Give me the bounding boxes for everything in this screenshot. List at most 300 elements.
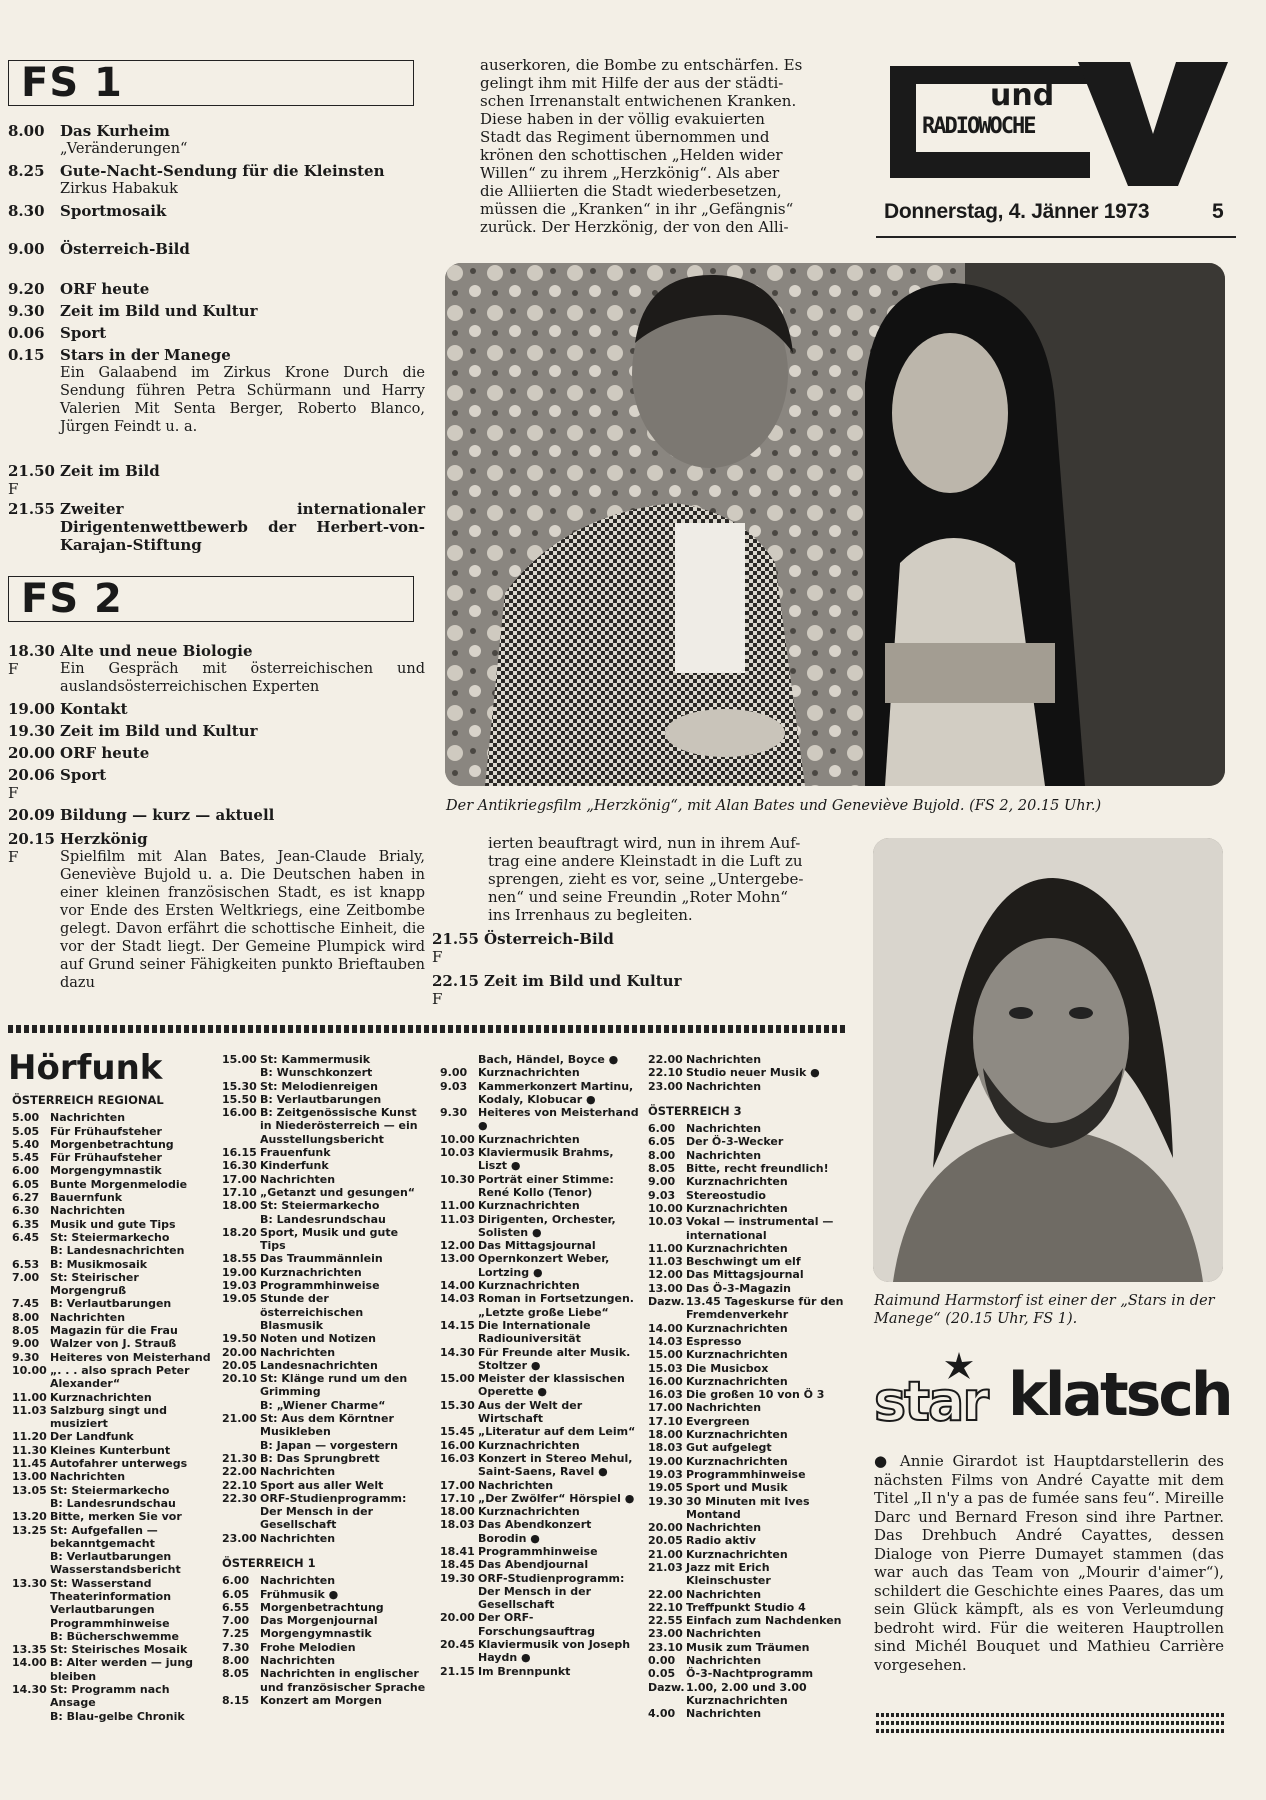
hoerfunk-time: 17.00 (440, 1478, 475, 1492)
hoerfunk-time: 11.00 (648, 1241, 683, 1255)
hoerfunk-time: 20.05 (222, 1358, 257, 1372)
hoerfunk-program: Bitte, recht freundlich! (686, 1162, 829, 1176)
hoerfunk-row (440, 1611, 640, 1638)
hoerfunk-program: Heiteres von Meisterhand ● (478, 1106, 639, 1133)
hoerfunk-row (12, 1191, 217, 1204)
hoerfunk-row (222, 1346, 427, 1359)
hoerfunk-program: Sport und Musik (686, 1481, 788, 1495)
hoerfunk-row (12, 1577, 217, 1643)
hoerfunk-program: Musik und gute Tips (50, 1217, 176, 1231)
hoerfunk-time: 13.25 (12, 1523, 47, 1537)
logo-star: star (874, 1370, 988, 1433)
fs1-program-time: 0.06 (8, 324, 45, 342)
hoerfunk-time: 16.15 (222, 1146, 257, 1160)
fs2-late-program (432, 930, 852, 966)
hoerfunk-program: Nachrichten (50, 1111, 126, 1125)
hoerfunk-time: 7.00 (12, 1270, 40, 1284)
hoerfunk-time: 6.45 (12, 1230, 40, 1244)
hoerfunk-row (12, 1430, 217, 1443)
hoerfunk-row (12, 1231, 217, 1258)
fs2-program-time: 20.06 (8, 766, 55, 784)
hoerfunk-row (222, 1614, 427, 1627)
fs1-program (8, 280, 423, 298)
fs2-program-desc: Ein Gespräch mit österreichischen und auslandsösterreichischen Experten (60, 661, 425, 695)
hoerfunk-row (222, 1266, 427, 1279)
logo-und: und (990, 78, 1055, 113)
logo-t-foot (890, 152, 1090, 178)
hoerfunk-row (222, 1199, 427, 1226)
fs1-program (8, 202, 423, 220)
hoerfunk-row (222, 1053, 427, 1080)
hoerfunk-row (648, 1215, 848, 1242)
hoerfunk-time: 7.00 (222, 1614, 250, 1628)
fs1-program (8, 324, 423, 342)
hoerfunk-row (648, 1561, 848, 1588)
starklatsch-logo (874, 1352, 1231, 1436)
hoerfunk-row (648, 1521, 848, 1534)
fs1-program-title: Gute-Nacht-Sendung für die Kleinsten (60, 162, 385, 180)
hoerfunk-time: 6.05 (12, 1177, 40, 1191)
footer-dots-1 (876, 1713, 1226, 1717)
hoerfunk-time: 5.45 (12, 1151, 40, 1165)
hoerfunk-time: 18.03 (440, 1518, 475, 1532)
hoerfunk-time: 6.30 (12, 1204, 40, 1218)
fs2-program-mark: F (8, 848, 19, 866)
hoerfunk-time: 18.45 (440, 1558, 475, 1572)
hoerfunk-row (222, 1601, 427, 1614)
hoerfunk-time: 21.15 (440, 1664, 475, 1678)
hoerfunk-row (12, 1656, 217, 1683)
fs2-program-title: Sport (60, 766, 107, 784)
hoerfunk-time: 8.05 (222, 1667, 250, 1681)
hoerfunk-program: Dirigenten, Orchester, Solisten ● (478, 1212, 616, 1239)
section-separator (8, 1025, 848, 1033)
hoerfunk-program: St: Aufgefallen — bekanntgemacht B: Verlautbarungen Wasserstandsbericht (50, 1523, 181, 1577)
fs1-program (8, 462, 423, 498)
hoerfunk-heading-regional: ÖSTERREICH REGIONAL (12, 1093, 164, 1107)
hoerfunk-time: 15.30 (222, 1079, 257, 1093)
hoerfunk-program: Für Frühaufsteher (50, 1151, 162, 1165)
hoerfunk-row (222, 1694, 427, 1707)
hoerfunk-program: Espresso (686, 1334, 742, 1348)
hoerfunk-row (648, 1362, 848, 1375)
hoerfunk-time: 0.00 (648, 1654, 676, 1668)
hoerfunk-time: 9.00 (648, 1175, 676, 1189)
hoerfunk-program: Ö-3-Nachtprogramm (686, 1667, 814, 1681)
hoerfunk-time: 9.00 (440, 1066, 468, 1080)
hoerfunk-time: 13.00 (648, 1281, 683, 1295)
fs2-program (8, 722, 423, 740)
hoerfunk-row (440, 1492, 640, 1505)
hoerfunk-time: 9.30 (12, 1350, 40, 1364)
hoerfunk-row (648, 1282, 848, 1295)
fs1-program-time: 8.25 (8, 162, 45, 180)
hoerfunk-time: 17.10 (648, 1414, 683, 1428)
hoerfunk-time: 22.10 (222, 1478, 257, 1492)
hoerfunk-program: Meister der klassischen Operette ● (478, 1372, 625, 1399)
hoerfunk-program: Frauenfunk (260, 1146, 331, 1160)
footer-dots-3 (876, 1729, 1226, 1733)
hoerfunk-program: Nachrichten (686, 1122, 762, 1136)
hoerfunk-row (12, 1643, 217, 1656)
hoerfunk-time: 20.00 (440, 1611, 475, 1625)
hoerfunk-time: 6.53 (12, 1257, 40, 1271)
hoerfunk-row (648, 1654, 848, 1667)
hoerfunk-program: Nachrichten (50, 1470, 126, 1484)
hoerfunk-program: St: Kammermusik B: Wunschkonzert (260, 1053, 373, 1080)
hoerfunk-row (440, 1665, 640, 1678)
hoerfunk-time: 22.00 (222, 1465, 257, 1479)
hoerfunk-row (12, 1138, 217, 1151)
hoerfunk-row (648, 1322, 848, 1335)
hoerfunk-program: B: Musikmosaik (50, 1257, 148, 1271)
masthead-logo (880, 58, 1230, 188)
hoerfunk-time: 9.03 (440, 1079, 468, 1093)
hoerfunk-row (440, 1066, 640, 1079)
hoerfunk-row (222, 1292, 427, 1332)
hoerfunk-row (648, 1066, 848, 1079)
hoerfunk-row (440, 1213, 640, 1240)
hoerfunk-program: Nachrichten (686, 1654, 762, 1668)
hoerfunk-time: 6.00 (12, 1164, 40, 1178)
hoerfunk-program: Nachrichten (686, 1401, 762, 1415)
fs1-program-title: ORF heute (60, 280, 150, 298)
hoerfunk-program: Im Brennpunkt (478, 1664, 571, 1678)
hoerfunk-program: Aus der Welt der Wirtschaft (478, 1398, 583, 1426)
hoerfunk-time: 13.05 (12, 1483, 47, 1497)
hoerfunk-row (12, 1178, 217, 1191)
photo-harmstorf-image (873, 838, 1223, 1282)
issue-date: Donnerstag, 4. Jänner 1973 (884, 200, 1150, 223)
hoerfunk-time: 23.00 (222, 1531, 257, 1545)
hoerfunk-program: Kurznachrichten (686, 1241, 788, 1255)
fs1-title: FS 1 (21, 60, 123, 106)
hoerfunk-program: Opernkonzert Weber, Lortzing ● (478, 1252, 610, 1279)
hoerfunk-program: Die Internationale Radiouniversität (478, 1318, 591, 1346)
hoerfunk-row (222, 1106, 427, 1146)
hoerfunk-title: Hörfunk (8, 1048, 163, 1088)
hoerfunk-row (12, 1351, 217, 1364)
hoerfunk-program: Kurznachrichten (478, 1505, 580, 1519)
fs2-program-time: 19.00 (8, 700, 55, 718)
hoerfunk-program: Jazz mit Erich Kleinschuster (686, 1560, 771, 1588)
hoerfunk-row (648, 1481, 848, 1494)
fs2-title: FS 2 (21, 576, 123, 622)
hoerfunk-program: St: Steiermarkecho B: Landesrundschau (260, 1199, 386, 1226)
hoerfunk-time: 11.00 (440, 1199, 475, 1213)
hoerfunk-time: 11.03 (12, 1403, 47, 1417)
hoerfunk-program: Kurznachrichten (50, 1390, 152, 1404)
hoerfunk-row (440, 1146, 640, 1173)
hoerfunk-row (648, 1122, 848, 1135)
hoerfunk-program: B: Das Sprungbrett (260, 1451, 380, 1465)
hoerfunk-program: Das Traummännlein (260, 1252, 383, 1266)
fs1-program (8, 162, 423, 198)
fs2-late-mark: F (432, 948, 443, 966)
hoerfunk-program: Gut aufgelegt (686, 1441, 772, 1455)
hoerfunk-program: Nachrichten (260, 1465, 336, 1479)
hoerfunk-time: 20.45 (440, 1638, 475, 1652)
hoerfunk-time: 21.03 (648, 1560, 683, 1574)
fs2-late-title: Österreich-Bild (484, 930, 614, 948)
fs2-program-title: ORF heute (60, 744, 150, 762)
hoerfunk-row (12, 1271, 217, 1298)
hoerfunk-row (222, 1492, 427, 1532)
hoerfunk-program: Klaviermusik von Joseph Haydn ● (478, 1638, 631, 1665)
hoerfunk-time: 8.05 (12, 1324, 40, 1338)
photo-harmstorf (873, 838, 1223, 1282)
hoerfunk-row (12, 1683, 217, 1723)
hoerfunk-time: 14.03 (648, 1334, 683, 1348)
fs2-program-title: Zeit im Bild und Kultur (60, 722, 258, 740)
hoerfunk-row (648, 1175, 848, 1188)
hoerfunk-time: 14.03 (440, 1292, 475, 1306)
hoerfunk-time: 18.00 (440, 1505, 475, 1519)
fs1-program (8, 346, 423, 454)
hoerfunk-program: Kurznachrichten (478, 1199, 580, 1213)
hoerfunk-time: 16.00 (222, 1106, 257, 1120)
hoerfunk-program: St: Steiermarkecho B: Landesrundschau (50, 1483, 176, 1510)
hoerfunk-program: Salzburg singt und musiziert (50, 1403, 167, 1431)
hoerfunk-row (222, 1332, 427, 1345)
hoerfunk-time: 14.15 (440, 1318, 475, 1332)
hoerfunk-time: 22.00 (648, 1053, 683, 1066)
fs2-program-time: 20.00 (8, 744, 55, 762)
fs2-program-time: 20.09 (8, 806, 55, 824)
hoerfunk-time: 11.20 (12, 1430, 47, 1444)
hoerfunk-program: St: Steiermarkecho B: Landesnachrichten (50, 1230, 185, 1258)
hoerfunk-row (440, 1518, 640, 1545)
fs1-program-desc: Ein Galaabend im Zirkus Krone Durch die Sendung führen Petra Schürmann und Harry Valerien Mit Senta Berger, Roberto Blanco, Jürgen Feindt u. a. (60, 365, 425, 435)
hoerfunk-time: 11.45 (12, 1457, 47, 1471)
hoerfunk-time: 8.00 (12, 1310, 40, 1324)
hoerfunk-row (648, 1202, 848, 1215)
hoerfunk-row (648, 1495, 848, 1522)
hoerfunk-program: Nachrichten (686, 1521, 762, 1535)
hoerfunk-row (648, 1681, 848, 1708)
hoerfunk-program: „. . . also sprach Peter Alexander“ (50, 1363, 190, 1391)
fs2-program (8, 642, 423, 696)
fs2-program-time: 20.15 (8, 830, 55, 848)
fs2-late-time: 22.15 (432, 972, 479, 990)
hoerfunk-row (12, 1125, 217, 1138)
hoerfunk-time: 11.30 (12, 1443, 47, 1457)
hoerfunk-program: Klaviermusik Brahms, Liszt ● (478, 1146, 614, 1173)
hoerfunk-program: Konzert am Morgen (260, 1693, 382, 1707)
fs1-program-title: Stars in der Manege (60, 346, 231, 364)
hoerfunk-time: 6.27 (12, 1191, 40, 1205)
hoerfunk-program: Nachrichten (260, 1654, 336, 1668)
hoerfunk-program: Kurznachrichten (260, 1265, 362, 1279)
hoerfunk-program: Roman in Fortsetzungen. „Letzte große Liebe“ (478, 1292, 634, 1319)
hoerfunk-program: Nachrichten (50, 1204, 126, 1218)
hoerfunk-row (440, 1558, 640, 1571)
hoerfunk-program: Landesnachrichten (260, 1358, 378, 1372)
hoerfunk-row (440, 1053, 640, 1066)
hoerfunk-program: Morgenbetrachtung (50, 1137, 174, 1151)
hoerfunk-time: 5.05 (12, 1124, 40, 1138)
hoerfunk-time: 7.30 (222, 1640, 250, 1654)
hoerfunk-program: Bach, Händel, Boyce ● (478, 1053, 619, 1066)
hoerfunk-time: 19.30 (440, 1571, 475, 1585)
hoerfunk-row (12, 1404, 217, 1431)
hoerfunk-row (12, 1364, 217, 1391)
hoerfunk-program: St: Wasserstand Theaterinformation Verlautbarungen Programmhinweise B: Bücherschwemme (50, 1576, 179, 1643)
hoerfunk-program: Kammerkonzert Martinu, Kodaly, Klobucar ● (478, 1079, 634, 1106)
hoerfunk-row (440, 1133, 640, 1146)
fs1-banner (8, 60, 414, 106)
hoerfunk-row (12, 1524, 217, 1577)
hoerfunk-row (440, 1479, 640, 1492)
photo-herzkoenig-image (445, 263, 1225, 786)
logo-v-shape (1078, 62, 1228, 186)
hoerfunk-row (12, 1510, 217, 1523)
hoerfunk-row (440, 1199, 640, 1212)
hoerfunk-time: 6.05 (222, 1587, 250, 1601)
hoerfunk-row (12, 1204, 217, 1217)
hoerfunk-program: Frühmusik ● (260, 1587, 339, 1601)
hoerfunk-program: Für Freunde alter Musik. Stoltzer ● (478, 1345, 631, 1372)
hoerfunk-time: Dazw. (648, 1295, 685, 1309)
hoerfunk-program: Kinderfunk (260, 1159, 329, 1173)
hoerfunk-row (648, 1268, 848, 1281)
hoerfunk-program: Der Landfunk (50, 1430, 134, 1444)
hoerfunk-program: Kleines Kunterbunt (50, 1443, 171, 1457)
fs1-program-title: Zweiter internationaler Dirigentenwettbewerb der Herbert-von-Karajan-Stiftung (60, 500, 425, 554)
hoerfunk-program: Nachrichten (260, 1345, 336, 1359)
hoerfunk-time: 16.00 (440, 1438, 475, 1452)
hoerfunk-row (440, 1292, 640, 1319)
hoerfunk-program: Nachrichten (50, 1310, 126, 1324)
hoerfunk-time: 10.00 (648, 1201, 683, 1215)
hoerfunk-row (648, 1601, 848, 1614)
fs1-program-time: 9.00 (8, 240, 45, 258)
hoerfunk-time: Dazw. (648, 1680, 685, 1694)
hoerfunk-program: Das Ö-3-Magazin (686, 1281, 791, 1295)
hoerfunk-row (648, 1614, 848, 1627)
hoerfunk-program: 30 Minuten mit Ives Montand (686, 1494, 810, 1521)
hoerfunk-program: B: Zeitgenössische Kunst in Niederösterreich — ein Ausstellungsbericht (260, 1106, 418, 1146)
hoerfunk-row (440, 1545, 640, 1558)
hoerfunk-time: 14.00 (648, 1321, 683, 1335)
hoerfunk-program: Bauernfunk (50, 1191, 123, 1205)
hoerfunk-program: St: Steirisches Mosaik (50, 1643, 188, 1657)
footer-dots-2 (876, 1721, 1226, 1725)
hoerfunk-row (648, 1348, 848, 1361)
hoerfunk-row (440, 1080, 640, 1107)
hoerfunk-time: 15.50 (222, 1092, 257, 1106)
hoerfunk-row (440, 1346, 640, 1373)
photo-herzkoenig-caption: Der Antikriegsfilm „Herzkönig“, mit Alan Bates und Geneviève Bujold. (FS 2, 20.15 Uhr.) (446, 798, 1102, 814)
hoerfunk-time: 18.41 (440, 1544, 475, 1558)
hoerfunk-program: Das Abendkonzert Borodin ● (478, 1518, 592, 1545)
fs2-program (8, 830, 423, 1020)
hoerfunk-time: 6.55 (222, 1600, 250, 1614)
hoerfunk-row (648, 1534, 848, 1547)
hoerfunk-time: 23.10 (648, 1640, 683, 1654)
hoerfunk-program: Das Morgenjournal (260, 1614, 378, 1628)
hoerfunk-time: 13.30 (12, 1576, 47, 1590)
hoerfunk-time: 21.30 (222, 1451, 257, 1465)
hoerfunk-row (222, 1654, 427, 1667)
hoerfunk-row (222, 1479, 427, 1492)
hoerfunk-program: Das Mittagsjournal (686, 1268, 804, 1282)
hoerfunk-program: 1.00, 2.00 und 3.00 Kurznachrichten (686, 1680, 807, 1707)
hoerfunk-time: 15.00 (648, 1348, 683, 1362)
hoerfunk-program: Heiteres von Meisterhand (50, 1350, 211, 1364)
hoerfunk-row (12, 1324, 217, 1337)
fs1-program-time: 21.55 (8, 500, 55, 518)
hoerfunk-program: 13.45 Tageskurse für den Fremdenverkehr (686, 1295, 844, 1322)
hoerfunk-heading-oe3: ÖSTERREICH 3 (648, 1103, 742, 1118)
hoerfunk-time: 17.10 (222, 1185, 257, 1199)
hoerfunk-program: Nachrichten (260, 1574, 336, 1588)
hoerfunk-program: Der Ö-3-Wecker (686, 1135, 784, 1149)
hoerfunk-row (222, 1080, 427, 1093)
hoerfunk-time: 9.30 (440, 1106, 468, 1120)
hoerfunk-row (440, 1173, 640, 1200)
hoerfunk-time: 13.35 (12, 1643, 47, 1657)
hoerfunk-time: 15.00 (440, 1372, 475, 1386)
hoerfunk-program: Nachrichten (260, 1172, 336, 1186)
hoerfunk-program: ORF-Studienprogramm: Der Mensch in der Gesellschaft (478, 1571, 625, 1612)
hoerfunk-row (222, 1412, 427, 1452)
hoerfunk-row (222, 1093, 427, 1106)
hoerfunk-time: 22.10 (648, 1600, 683, 1614)
hoerfunk-time: 21.00 (648, 1547, 683, 1561)
hoerfunk-row (222, 1146, 427, 1159)
masthead-rule (876, 236, 1236, 238)
hoerfunk-program: B: Verlautbarungen (50, 1297, 172, 1311)
hoerfunk-time: 18.00 (222, 1199, 257, 1213)
hoerfunk-time: 8.15 (222, 1693, 250, 1707)
hoerfunk-row (440, 1239, 640, 1252)
hoerfunk-program: Kurznachrichten (478, 1066, 580, 1080)
hoerfunk-time: 14.30 (440, 1345, 475, 1359)
hoerfunk-program: Einfach zum Nachdenken (686, 1614, 842, 1628)
hoerfunk-row (440, 1279, 640, 1292)
hoerfunk-program: B: Verlautbarungen (260, 1092, 382, 1106)
hoerfunk-time: 9.03 (648, 1188, 676, 1202)
hoerfunk-row (440, 1399, 640, 1426)
hoerfunk-row (222, 1452, 427, 1465)
hoerfunk-time: 17.00 (648, 1401, 683, 1415)
hoerfunk-row (648, 1295, 848, 1322)
fs1-program-title: Zeit im Bild (60, 462, 160, 480)
hoerfunk-row (648, 1388, 848, 1401)
hoerfunk-row (648, 1627, 848, 1640)
fs1-program-title: Das Kurheim (60, 122, 170, 140)
hoerfunk-program: Kurznachrichten (686, 1175, 788, 1189)
hoerfunk-row (222, 1372, 427, 1412)
hoerfunk-program: Morgengymnastik (260, 1627, 372, 1641)
hoerfunk-time: 22.10 (648, 1066, 683, 1080)
hoerfunk-row (12, 1151, 217, 1164)
hoerfunk-time: 15.03 (648, 1361, 683, 1375)
hoerfunk-row (222, 1588, 427, 1601)
hoerfunk-row (648, 1641, 848, 1654)
hoerfunk-row (222, 1173, 427, 1186)
hoerfunk-program: Kurznachrichten (686, 1428, 788, 1442)
hoerfunk-row (648, 1135, 848, 1148)
hoerfunk-time: 18.20 (222, 1225, 257, 1239)
hoerfunk-program: B: Alter werden — jung bleiben (50, 1656, 194, 1683)
hoerfunk-program: Nachrichten in englischer und französischer Sprache (260, 1667, 426, 1694)
hoerfunk-time: 11.00 (12, 1390, 47, 1404)
hoerfunk-program: Das Abendjournal (478, 1558, 589, 1572)
hoerfunk-time: 19.50 (222, 1332, 257, 1346)
hoerfunk-program: St: Programm nach Ansage B: Blau-gelbe Chronik (50, 1683, 185, 1723)
